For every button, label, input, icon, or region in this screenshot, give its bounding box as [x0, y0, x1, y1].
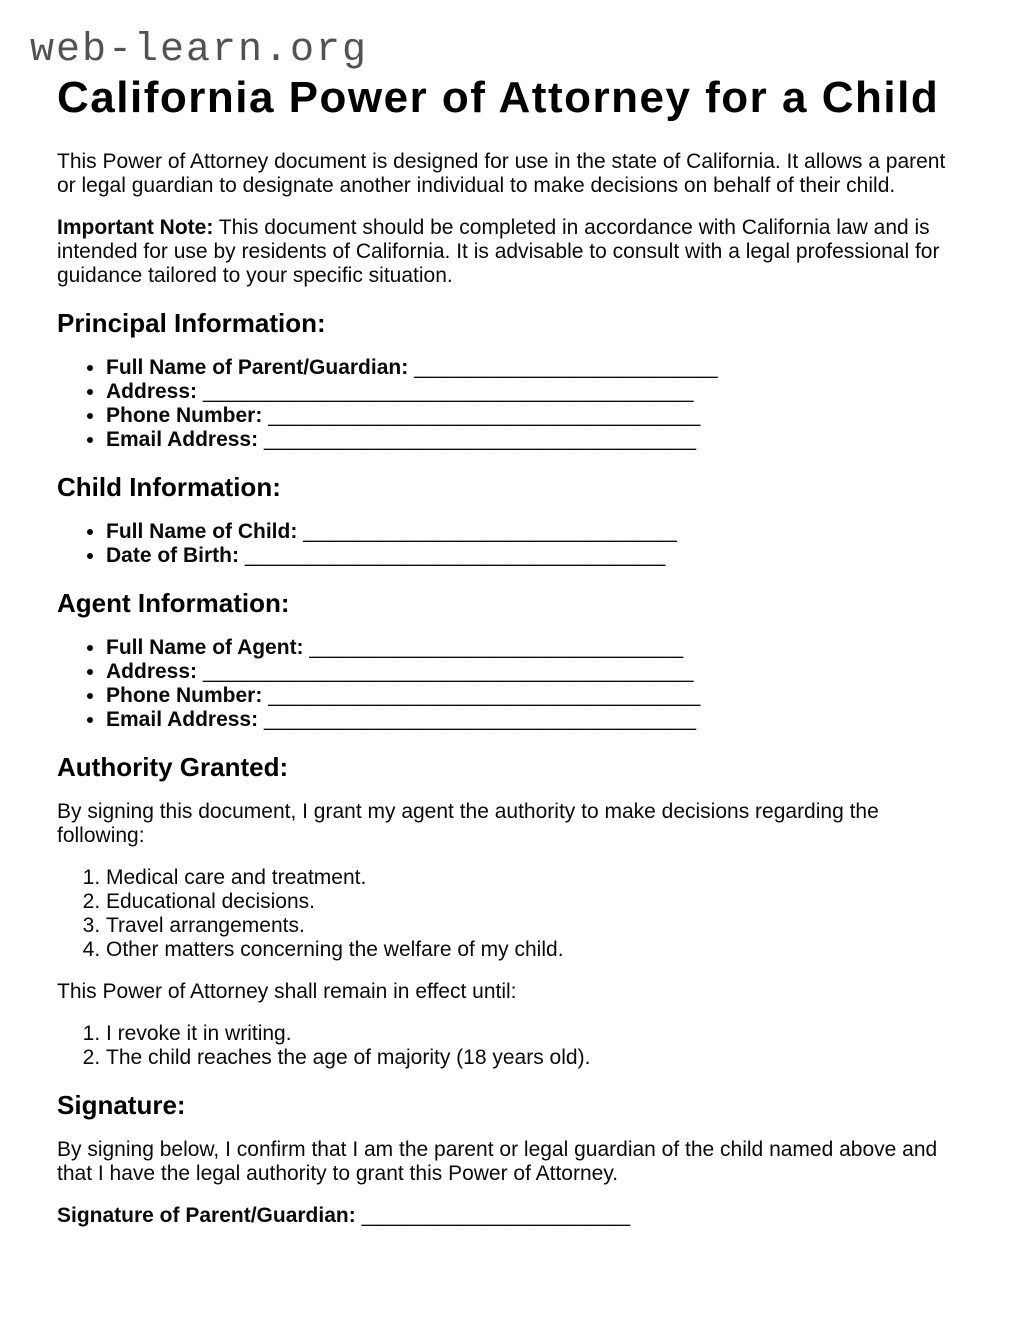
authority-items-list: [57, 866, 955, 962]
authority-item: 4. Other matters concerning the welfare of my child.: [106, 938, 955, 962]
important-note-label: Important Note:: [57, 216, 214, 239]
field-label: Email Address:: [106, 428, 259, 451]
section-heading-authority-granted: Authority Granted:: [57, 752, 289, 782]
field-label: Date of Birth:: [106, 544, 239, 567]
field-blank-line: _____________________________________: [268, 404, 701, 427]
section-heading-principal-information: Principal Information:: [57, 308, 326, 338]
field-item-agent-address: [106, 660, 955, 684]
field-blank-line: _____________________________________: [263, 428, 697, 451]
field-item-child-name: [106, 520, 955, 544]
field-label: Address:: [106, 660, 198, 683]
effect-until-list: [57, 1022, 955, 1070]
signature-blank-line: _______________________: [361, 1204, 631, 1227]
field-label: Phone Number:: [106, 404, 263, 427]
field-item-child-dob: [106, 544, 955, 568]
field-label: Phone Number:: [106, 684, 263, 707]
field-label: Full Name of Parent/Guardian:: [106, 356, 409, 379]
section-heading-child-information: Child Information:: [57, 472, 281, 502]
field-label: Full Name of Agent:: [106, 636, 304, 659]
field-item-parent-email: [106, 428, 955, 452]
page-title: California Power of Attorney for a Child: [57, 73, 940, 122]
agent-fields-list: [57, 636, 955, 732]
principal-fields-list: [57, 356, 955, 452]
site-header: web-learn.org: [30, 28, 369, 73]
signature-line: [57, 1204, 955, 1228]
effect-until-paragraph: This Power of Attorney shall remain in effect until:: [57, 980, 517, 1003]
effect-until-item: 1. I revoke it in writing.: [106, 1022, 955, 1046]
field-item-parent-phone: [106, 404, 955, 428]
intro-paragraph: This Power of Attorney document is designed for use in the state of California. It allows a parent or legal guardian to designate another individual to make decisions on behalf of their child.: [57, 150, 946, 197]
field-label: Address:: [106, 380, 198, 403]
field-blank-line: _____________________________________: [263, 708, 697, 731]
field-item-agent-email: [106, 708, 955, 732]
authority-item: 3. Travel arrangements.: [106, 914, 955, 938]
section-heading-signature: Signature:: [57, 1090, 186, 1120]
field-blank-line: ________________________________: [303, 520, 677, 543]
field-item-agent-name: [106, 636, 955, 660]
field-blank-line: __________________________________________: [202, 660, 694, 683]
field-blank-line: _____________________________________: [268, 684, 701, 707]
important-note-text: This document should be completed in accordance with California law and is intended for use by residents of California. It is advisable to consult with a legal professional for guidance tailored to your specific situation.: [57, 216, 940, 287]
effect-until-item: 2. The child reaches the age of majority (18 years old).: [106, 1046, 955, 1070]
field-blank-line: __________________________: [414, 356, 718, 379]
child-fields-list: [57, 520, 955, 568]
field-blank-line: __________________________________________: [202, 380, 694, 403]
field-item-parent-address: [106, 380, 955, 404]
authority-intro-paragraph: By signing this document, I grant my agent the authority to make decisions regarding the following:: [57, 800, 879, 847]
section-heading-agent-information: Agent Information:: [57, 588, 290, 618]
field-blank-line: ____________________________________: [244, 544, 666, 567]
signature-confirm-paragraph: By signing below, I confirm that I am the parent or legal guardian of the child named above and that I have the legal authority to grant this Power of Attorney.: [57, 1138, 938, 1185]
field-blank-line: ________________________________: [309, 636, 684, 659]
authority-item: 2. Educational decisions.: [106, 890, 955, 914]
signature-line-label: Signature of Parent/Guardian:: [57, 1204, 356, 1227]
important-note-paragraph: [57, 216, 955, 288]
field-item-agent-phone: [106, 684, 955, 708]
field-label: Full Name of Child:: [106, 520, 298, 543]
field-item-parent-name: [106, 356, 955, 380]
authority-item: 1. Medical care and treatment.: [106, 866, 955, 890]
field-label: Email Address:: [106, 708, 259, 731]
